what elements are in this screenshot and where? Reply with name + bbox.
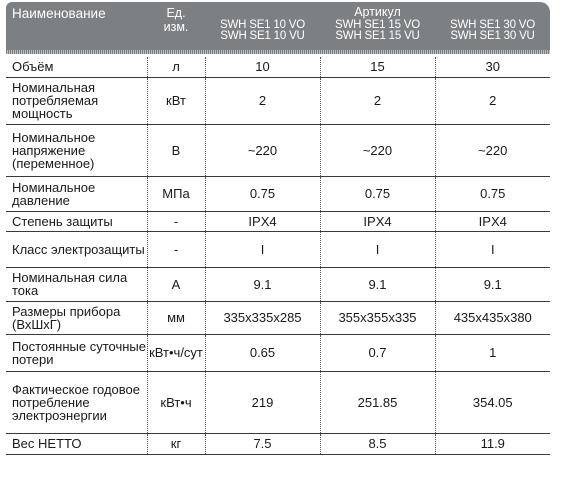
row-value: ~220 [435, 124, 550, 176]
header-model-2 [320, 20, 435, 42]
row-value: 0.65 [205, 334, 320, 371]
row-name: Класс электрозащиты [6, 231, 147, 267]
row-value: 435x435x380 [435, 301, 550, 334]
row-name: Номинальная сила тока [6, 267, 147, 301]
row-value: I [205, 231, 320, 267]
row-value: 2 [435, 77, 550, 124]
row-value: 15 [320, 57, 435, 77]
row-name: Постоянные суточные потери [6, 334, 147, 371]
table-row [6, 301, 550, 334]
table-row [6, 334, 550, 371]
row-name: Вес НЕТТО [6, 433, 147, 454]
header-unit-line2: изм. [163, 20, 189, 34]
table-row [6, 124, 550, 176]
table-row [6, 57, 550, 77]
table-row [6, 267, 550, 301]
row-value: I [320, 231, 435, 267]
row-unit: кВт•ч/сут [147, 334, 205, 371]
row-value: I [435, 231, 550, 267]
row-name: Номинальная потребляемая мощность [6, 77, 147, 124]
header-model-1 [205, 20, 320, 42]
header-model-3 [435, 20, 550, 42]
table-row [6, 211, 550, 231]
row-name: Объём [6, 57, 147, 77]
row-value: 9.1 [320, 267, 435, 301]
row-unit: л [147, 57, 205, 77]
row-value: 2 [320, 77, 435, 124]
row-value: 30 [435, 57, 550, 77]
row-value: 10 [205, 57, 320, 77]
row-unit: мм [147, 301, 205, 334]
row-value: ~220 [320, 124, 435, 176]
row-value: 0.75 [320, 176, 435, 211]
row-unit: кВт [147, 77, 205, 124]
row-unit: В [147, 124, 205, 176]
row-value: IPX4 [205, 211, 320, 231]
row-name: Размеры прибора (ВхШхГ) [6, 301, 147, 334]
row-value: IPX4 [435, 211, 550, 231]
row-value: 355x355x335 [320, 301, 435, 334]
row-unit: - [147, 231, 205, 267]
table-row [6, 176, 550, 211]
row-value: 8.5 [320, 433, 435, 454]
row-unit: - [147, 211, 205, 231]
model-code: SWH SE1 10 VO [220, 19, 305, 31]
model-code: SWH SE1 30 VO [450, 19, 535, 31]
row-value: 11.9 [435, 433, 550, 454]
table-row [6, 371, 550, 433]
model-code: SWH SE1 15 VU [335, 30, 420, 42]
row-unit: МПа [147, 176, 205, 211]
row-value: IPX4 [320, 211, 435, 231]
header-unit [147, 2, 205, 50]
row-name: Степень защиты [6, 211, 147, 231]
row-value: 9.1 [435, 267, 550, 301]
row-unit: кг [147, 433, 205, 454]
row-value: 219 [205, 371, 320, 433]
row-name: Номинальное давление [6, 176, 147, 211]
row-unit: кВт•ч [147, 371, 205, 433]
row-value: 7.5 [205, 433, 320, 454]
row-name: Номинальное напряжение (переменное) [6, 124, 147, 176]
row-unit: А [147, 267, 205, 301]
header-models [205, 20, 550, 42]
header-unit-line1: Ед. [166, 6, 186, 20]
row-value: 1 [435, 334, 550, 371]
row-value: 0.75 [435, 176, 550, 211]
header-article [205, 2, 550, 50]
row-value: ~220 [205, 124, 320, 176]
table-row [6, 231, 550, 267]
model-code: SWH SE1 15 VO [335, 19, 420, 31]
table-body [6, 54, 550, 454]
row-name: Фактическое годовое потребление электроэнергии [6, 371, 147, 433]
header-article-title: Артикул [354, 5, 401, 19]
row-value: 9.1 [205, 267, 320, 301]
row-value: 0.7 [320, 334, 435, 371]
row-value: 2 [205, 77, 320, 124]
row-value: 354.05 [435, 371, 550, 433]
table-row [6, 77, 550, 124]
table-header [6, 2, 550, 54]
row-value: 251.85 [320, 371, 435, 433]
row-value: 335x335x285 [205, 301, 320, 334]
row-value: 0.75 [205, 176, 320, 211]
table-row [6, 433, 550, 454]
model-code: SWH SE1 30 VU [450, 30, 535, 42]
model-code: SWH SE1 10 VU [220, 30, 305, 42]
spec-table [6, 2, 550, 455]
header-name: Наименование [6, 2, 147, 50]
